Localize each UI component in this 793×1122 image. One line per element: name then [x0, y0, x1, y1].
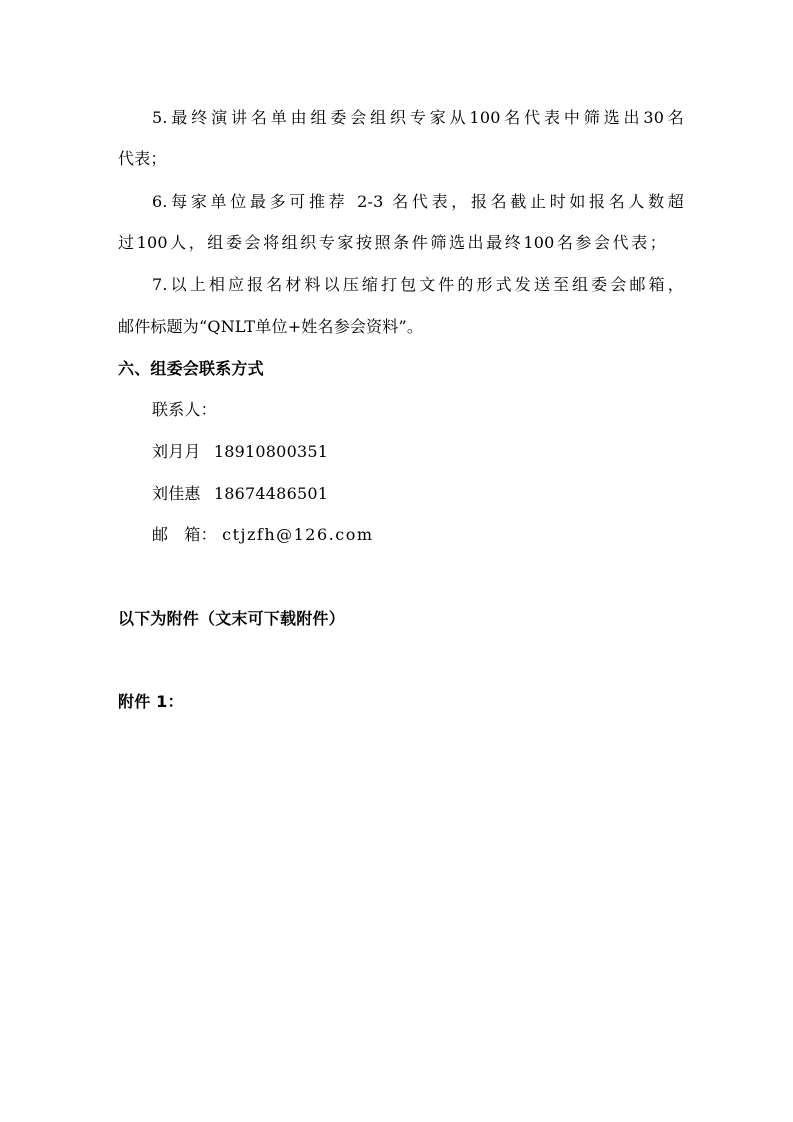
item-7-line-1: 7.以上相应报名材料以压缩打包文件的形式发送至组委会邮箱， — [152, 275, 684, 294]
item-5-line-2: 代表； — [118, 149, 167, 168]
contact-row-1 — [152, 442, 328, 462]
attachments-intro: 以下为附件（文末可下载附件） — [118, 609, 345, 628]
contact-name-2: 刘佳惠 — [152, 484, 201, 503]
item-6-line-1: 6.每家单位最多可推荐 2-3 名代表，报名截止时如报名人数超 — [152, 192, 684, 211]
item-5-line-1: 5.最终演讲名单由组委会组织专家从100名代表中筛选出30名 — [152, 108, 684, 127]
email-label: 邮 箱： — [152, 525, 217, 544]
section-6-heading: 六、组委会联系方式 — [118, 359, 264, 378]
email-row — [152, 525, 374, 545]
item-7-line-2: 邮件标题为“QNLT单位+姓名参会资料”。 — [118, 317, 424, 336]
email-address: ctjzfh@126.com — [222, 525, 374, 544]
contact-phone-1: 18910800351 — [213, 442, 329, 461]
contact-label: 联系人： — [152, 400, 217, 419]
item-6-line-2: 过100人，组委会将组织专家按照条件筛选出最终100名参会代表； — [118, 233, 666, 252]
contact-name-1: 刘月月 — [152, 442, 201, 461]
contact-phone-2: 18674486501 — [213, 484, 329, 503]
attachment-1-label: 附件 1： — [118, 692, 184, 711]
contact-row-2 — [152, 484, 328, 504]
